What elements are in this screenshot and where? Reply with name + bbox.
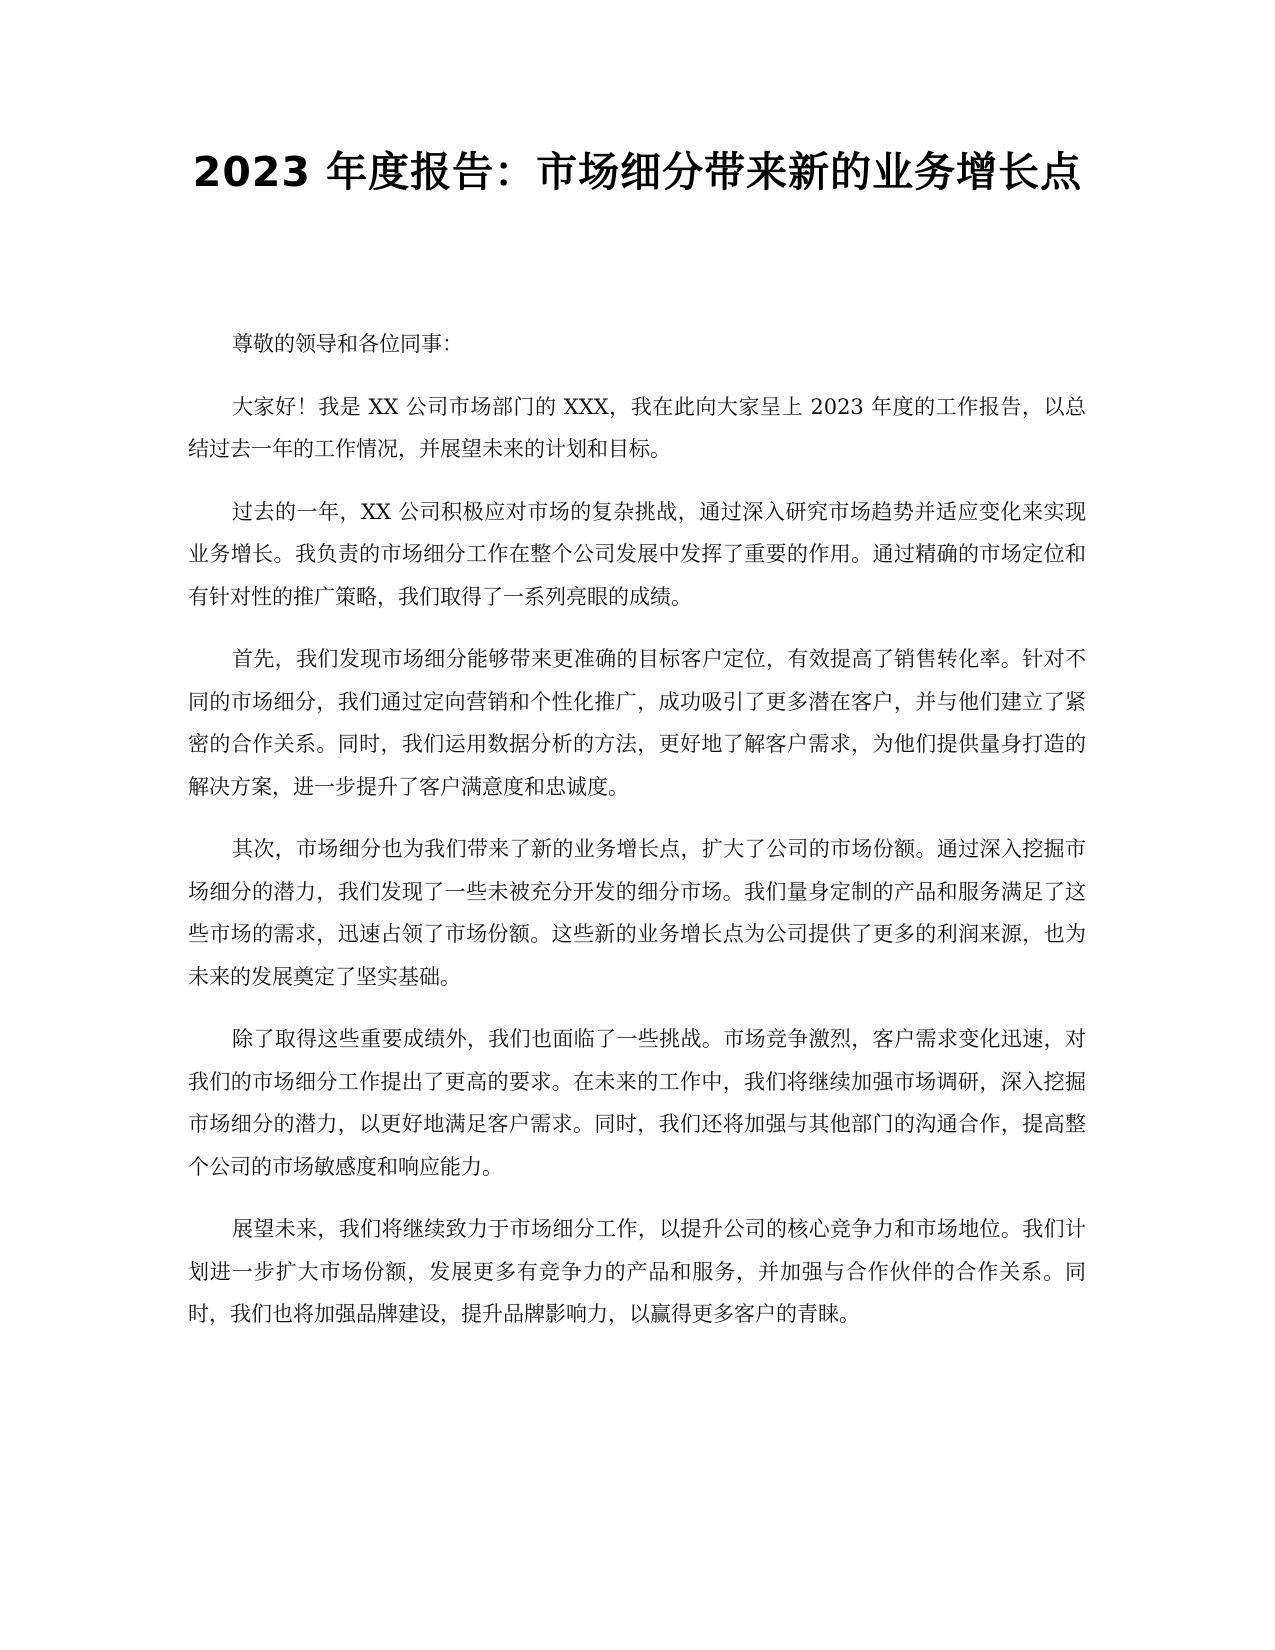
document-body	[188, 323, 1086, 1356]
document-title: 2023 年度报告：市场细分带来新的业务增长点	[192, 148, 1083, 196]
intro-paragraph: 大家好！我是 XX 公司市场部门的 XXX，我在此向大家呈上 2023 年度的工作报告，以总结过去一年的工作情况，并展望未来的计划和目标。	[188, 394, 1086, 461]
review-paragraph: 过去的一年，XX 公司积极应对市场的复杂挑战，通过深入研究市场趋势并适应变化来实现业务增长。我负责的市场细分工作在整个公司发展中发挥了重要的作用。通过精确的市场定位和有针对性的推广策略，我们取得了一系列亮眼的成绩。	[188, 499, 1086, 609]
challenges-paragraph: 除了取得这些重要成绩外，我们也面临了一些挑战。市场竞争激烈，客户需求变化迅速，对我们的市场细分工作提出了更高的要求。在未来的工作中，我们将继续加强市场调研，深入挖掘市场细分的潜力，以更好地满足客户需求。同时，我们还将加强与其他部门的沟通合作，提高整个公司的市场敏感度和响应能力。	[188, 1027, 1086, 1179]
first-point-paragraph: 首先，我们发现市场细分能够带来更准确的目标客户定位，有效提高了销售转化率。针对不同的市场细分，我们通过定向营销和个性化推广，成功吸引了更多潜在客户，并与他们建立了紧密的合作关系。同时，我们运用数据分析的方法，更好地了解客户需求，为他们提供量身打造的解决方案，进一步提升了客户满意度和忠诚度。	[188, 647, 1086, 799]
second-point-paragraph: 其次，市场细分也为我们带来了新的业务增长点，扩大了公司的市场份额。通过深入挖掘市场细分的潜力，我们发现了一些未被充分开发的细分市场。我们量身定制的产品和服务满足了这些市场的需求，迅速占领了市场份额。这些新的业务增长点为公司提供了更多的利润来源，也为未来的发展奠定了坚实基础。	[188, 837, 1086, 989]
outlook-paragraph: 展望未来，我们将继续致力于市场细分工作，以提升公司的核心竞争力和市场地位。我们计划进一步扩大市场份额，发展更多有竞争力的产品和服务，并加强与合作伙伴的合作关系。同时，我们也将加强品牌建设，提升品牌影响力，以赢得更多客户的青睐。	[188, 1217, 1086, 1326]
salutation-paragraph: 尊敬的领导和各位同事：	[232, 332, 463, 356]
